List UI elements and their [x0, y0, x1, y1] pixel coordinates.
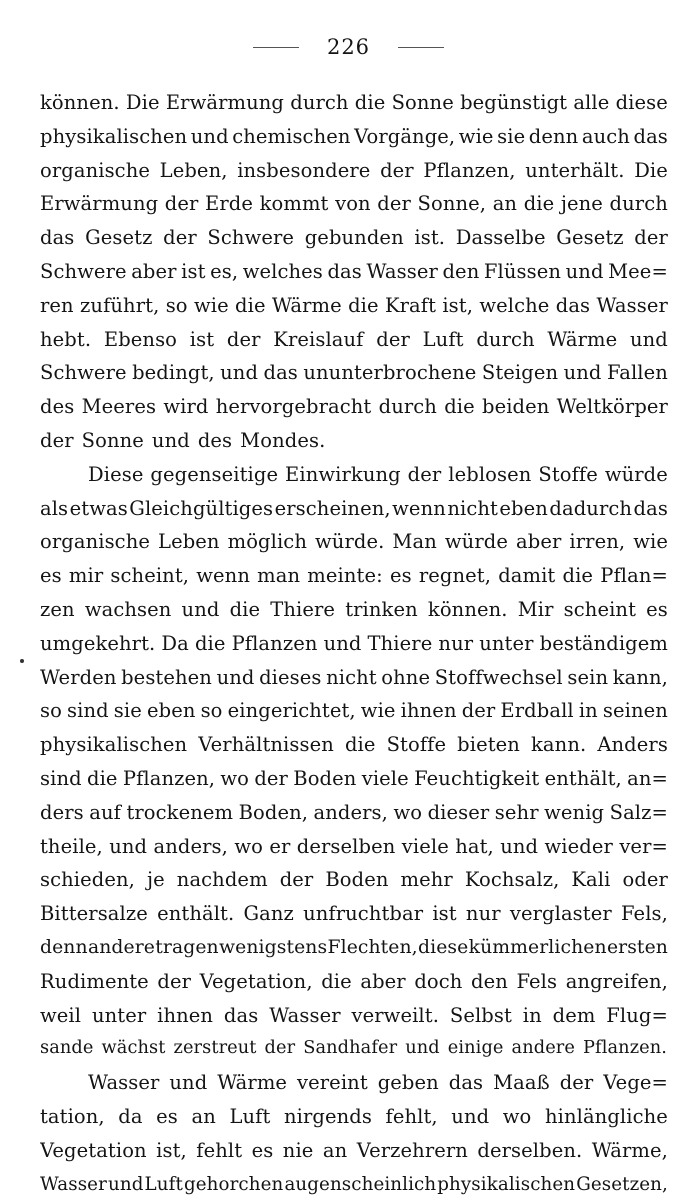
margin-mark [20, 659, 24, 663]
text-line: Werden bestehen und dieses nicht ohne Stoffwechsel sein kann, [40, 661, 668, 695]
text-line: Wasser und Wärme vereint geben das Maaß der Vege= [40, 1066, 668, 1100]
text-line: können. Die Erwärmung durch die Sonne begünstigt alle diese [40, 86, 668, 120]
text-line: umgekehrt. Da die Pflanzen und Thiere nur unter beständigem [40, 627, 668, 661]
text-line: sande wächst zerstreut der Sandhafer und einige andere Pflanzen. [40, 1032, 668, 1066]
text-line: hebt. Ebenso ist der Kreislauf der Luft durch Wärme und [40, 323, 668, 357]
text-line: des Meeres wird hervorgebracht durch die beiden Weltkörper [40, 390, 668, 424]
text-line: zen wachsen und die Thiere trinken können. Mir scheint es [40, 593, 668, 627]
body-text [40, 86, 668, 1201]
text-line: sind die Pflanzen, wo der Boden viele Feuchtigkeit enthält, an= [40, 762, 668, 796]
text-line: Bittersalze enthält. Ganz unfruchtbar ist nur verglaster Fels, [40, 897, 668, 931]
text-line: Vegetation ist, fehlt es nie an Verzehrern derselben. Wärme, [40, 1134, 668, 1168]
text-line: schieden, je nachdem der Boden mehr Kochsalz, Kali oder [40, 863, 668, 897]
text-line: Schwere aber ist es, welches das Wasser den Flüssen und Mee= [40, 255, 668, 289]
text-line: Wasser und Luft gehorchen augenscheinlich physikalischen Gesetzen, [40, 1168, 668, 1201]
header-rule-left [253, 47, 299, 48]
text-line: physikalischen und chemischen Vorgänge, wie sie denn auch das [40, 120, 668, 154]
text-line: physikalischen Verhältnissen die Stoffe bieten kann. Anders [40, 728, 668, 762]
text-line: Erwärmung der Erde kommt von der Sonne, an die jene durch [40, 187, 668, 221]
text-line: denn andere tragen wenigstens Flechten, diese kümmerlichen ersten [40, 931, 668, 965]
page-header [0, 34, 697, 60]
text-line: Rudimente der Vegetation, die aber doch den Fels angreifen, [40, 965, 668, 999]
text-line: Schwere bedingt, und das ununterbrochene Steigen und Fallen [40, 356, 668, 390]
text-line: so sind sie eben so eingerichtet, wie ihnen der Erdball in seinen [40, 694, 668, 728]
text-line: tation, da es an Luft nirgends fehlt, und wo hinlängliche [40, 1100, 668, 1134]
text-line: als etwas Gleichgültiges erscheinen, wenn nicht eben dadurch das [40, 492, 668, 526]
text-line: ders auf trockenem Boden, anders, wo dieser sehr wenig Salz= [40, 796, 668, 830]
text-line: organische Leben möglich würde. Man würde aber irren, wie [40, 525, 668, 559]
text-line: es mir scheint, wenn man meinte: es regnet, damit die Pflan= [40, 559, 668, 593]
text-line: theile, und anders, wo er derselben viele hat, und wieder ver= [40, 830, 668, 864]
text-line: organische Leben, insbesondere der Pflanzen, unterhält. Die [40, 154, 668, 188]
page-number: 226 [327, 35, 370, 59]
text-line: der Sonne und des Mondes. [40, 424, 668, 458]
text-line: das Gesetz der Schwere gebunden ist. Dasselbe Gesetz der [40, 221, 668, 255]
text-line: ren zuführt, so wie die Wärme die Kraft ist, welche das Wasser [40, 289, 668, 323]
text-line: weil unter ihnen das Wasser verweilt. Selbst in dem Flug= [40, 999, 668, 1033]
header-rule-right [398, 47, 444, 48]
text-line: Diese gegenseitige Einwirkung der leblosen Stoffe würde [40, 458, 668, 492]
